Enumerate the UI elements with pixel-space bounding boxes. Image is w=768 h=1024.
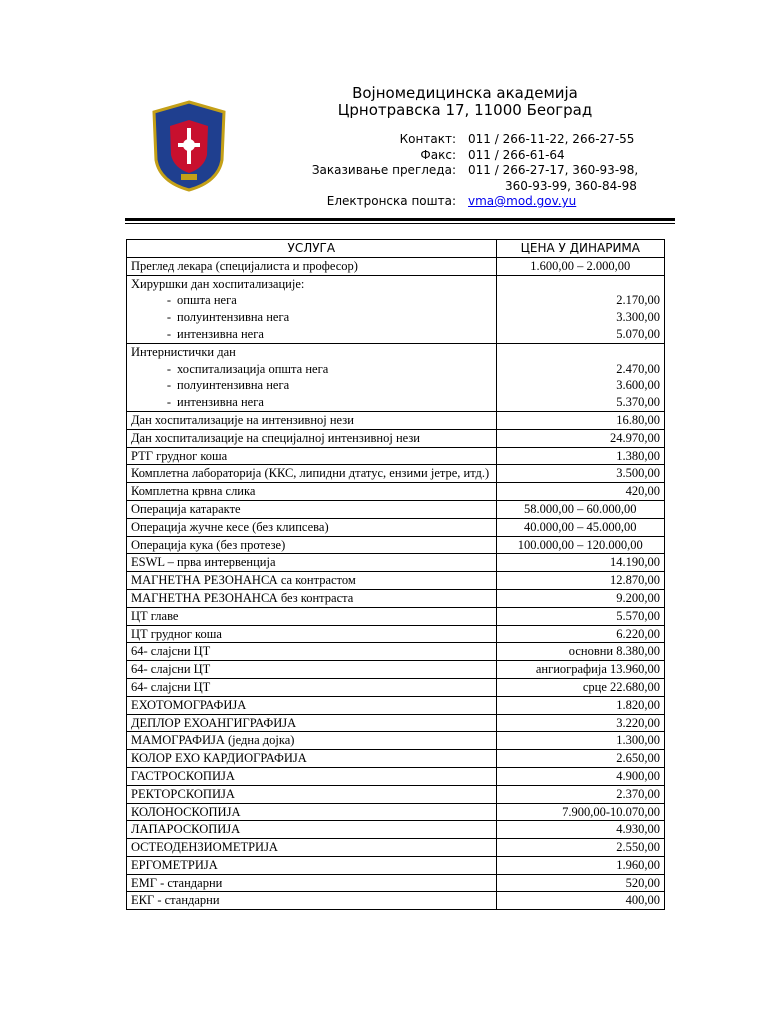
table-header-row <box>127 240 665 258</box>
price-value: 1.600,00 – 2.000,00 <box>530 258 631 273</box>
table-row <box>127 483 665 501</box>
service-name: Операција кука (без протезе) <box>131 537 286 552</box>
table-row <box>127 411 665 429</box>
price-value: 24.970,00 <box>610 430 660 445</box>
price-value: 6.220,00 <box>616 626 660 641</box>
price-value: 4.930,00 <box>616 822 660 837</box>
table-row <box>127 518 665 536</box>
service-name: ДЕПЛОР ЕХОАНГИГРАФИЈА <box>131 715 297 730</box>
service-cell <box>127 874 497 892</box>
service-name: ОСТЕОДЕНЗИОМЕТРИЈА <box>131 840 278 855</box>
table-row <box>127 821 665 839</box>
price-value: 1.300,00 <box>616 733 660 748</box>
subitem-price: 3.600,00 <box>616 378 660 393</box>
subitem-price: 5.070,00 <box>616 326 660 341</box>
contact-label: Факс: <box>420 147 456 162</box>
price-cell <box>496 572 664 590</box>
contact-row <box>290 148 688 164</box>
price-cell <box>496 625 664 643</box>
service-name: Операција жучне кесе (без клипсева) <box>131 519 329 534</box>
contact-row <box>290 163 688 194</box>
price-cell <box>496 874 664 892</box>
service-subitem: - интензивна нега <box>166 395 264 410</box>
price-cell <box>496 589 664 607</box>
service-cell <box>127 767 497 785</box>
service-name: ЛАПАРОСКОПИЈА <box>131 822 241 837</box>
price-cell <box>496 465 664 483</box>
price-value: 400,00 <box>625 893 660 908</box>
service-cell <box>127 500 497 518</box>
price-cell <box>496 429 664 447</box>
subitem-price: 2.470,00 <box>616 361 660 376</box>
service-cell <box>127 589 497 607</box>
price-cell <box>496 447 664 465</box>
price-cell <box>496 343 664 411</box>
appointments-line-1: 011 / 266-27-17, 360-93-98, <box>468 163 639 177</box>
header-divider <box>125 218 675 221</box>
service-name: 64- слајсни ЦТ <box>131 644 211 659</box>
price-cell <box>496 678 664 696</box>
service-cell <box>127 607 497 625</box>
table-row <box>127 696 665 714</box>
column-header-price: ЦЕНА У ДИНАРИМА <box>496 240 664 258</box>
service-cell <box>127 465 497 483</box>
service-name: МАГНЕТНА РЕЗОНАНСА без контраста <box>131 590 354 605</box>
price-value: 12.870,00 <box>610 573 660 588</box>
service-cell <box>127 554 497 572</box>
service-name: Преглед лекара (специјалиста и професор) <box>131 258 358 273</box>
price-value: 3.220,00 <box>616 715 660 730</box>
price-cell <box>496 803 664 821</box>
service-cell <box>127 678 497 696</box>
header-divider-thin <box>125 223 675 224</box>
price-cell <box>496 785 664 803</box>
price-table <box>126 239 665 910</box>
price-cell <box>496 892 664 910</box>
table-row <box>127 275 665 343</box>
price-cell <box>496 750 664 768</box>
service-name: ЕХОТОМОГРАФИЈА <box>131 697 247 712</box>
contact-label: Електронска пошта: <box>326 194 456 208</box>
service-name: ЕКГ - стандарни <box>131 893 220 908</box>
price-cell <box>496 483 664 501</box>
price-cell <box>496 554 664 572</box>
service-name: Операција катаракте <box>131 501 241 516</box>
price-value: 40.000,00 – 45.000,00 <box>524 519 637 534</box>
contact-row <box>290 194 688 210</box>
service-name: КОЛОНОСКОПИЈА <box>131 804 241 819</box>
price-cell <box>496 856 664 874</box>
price-cell <box>496 607 664 625</box>
service-cell <box>127 643 497 661</box>
service-name: МАМОГРАФИЈА (једна дојка) <box>131 733 295 748</box>
table-row <box>127 732 665 750</box>
service-cell <box>127 257 497 275</box>
price-value: 1.820,00 <box>616 697 660 712</box>
price-cell <box>496 643 664 661</box>
service-cell <box>127 803 497 821</box>
contact-block <box>290 132 688 210</box>
service-cell <box>127 536 497 554</box>
table-row <box>127 678 665 696</box>
table-row <box>127 607 665 625</box>
service-cell <box>127 411 497 429</box>
appointments-line-2: 360-93-99, 360-84-98 <box>505 178 637 193</box>
service-name: Хируршки дан хоспитализације: <box>131 276 305 291</box>
column-header-service: УСЛУГА <box>127 240 497 258</box>
price-value: 2.550,00 <box>616 840 660 855</box>
service-cell <box>127 483 497 501</box>
contact-row <box>290 132 688 148</box>
price-cell <box>496 411 664 429</box>
table-row <box>127 874 665 892</box>
email-link[interactable]: vma@mod.gov.yu <box>468 194 577 208</box>
service-name: Комплетна крвна слика <box>131 484 256 499</box>
table-row <box>127 343 665 411</box>
price-cell <box>496 696 664 714</box>
table-row <box>127 892 665 910</box>
price-value: 5.570,00 <box>616 608 660 623</box>
service-name: Дан хоспитализације на интензивној нези <box>131 412 354 427</box>
service-name: МАГНЕТНА РЕЗОНАНСА са контрастом <box>131 573 356 588</box>
price-value: 4.900,00 <box>616 768 660 783</box>
service-name: ЦТ главе <box>131 608 179 623</box>
price-value: 520,00 <box>625 875 660 890</box>
institution-name: Војномедицинска академија <box>352 84 578 102</box>
price-cell <box>496 714 664 732</box>
price-value: 16.80,00 <box>616 412 660 427</box>
price-value: 1.380,00 <box>616 448 660 463</box>
price-cell <box>496 821 664 839</box>
price-cell <box>496 500 664 518</box>
table-row <box>127 767 665 785</box>
table-row <box>127 714 665 732</box>
service-name: ESWL – прва интервенција <box>131 555 276 570</box>
price-cell <box>496 275 664 343</box>
service-name: Интернистички дан <box>131 344 236 359</box>
table-row <box>127 661 665 679</box>
table-row <box>127 625 665 643</box>
price-value: 3.500,00 <box>616 466 660 481</box>
contact-label: Контакт: <box>399 132 456 146</box>
service-name: Комплетна лабораторија (ККС, липидни дтатус, ензими јетре, итд.) <box>131 466 490 481</box>
price-value: ангиографија 13.960,00 <box>535 662 660 677</box>
service-subitem: - полуинтензивна нега <box>166 310 290 325</box>
service-cell <box>127 821 497 839</box>
subitem-price: 5.370,00 <box>616 395 660 410</box>
contact-fax: 011 / 266-61-64 <box>468 147 565 162</box>
contact-phone: 011 / 266-11-22, 266-27-55 <box>468 132 635 146</box>
service-cell <box>127 785 497 803</box>
price-cell <box>496 518 664 536</box>
contact-label: Заказивање прегледа: <box>311 163 456 177</box>
price-value: 420,00 <box>625 484 660 499</box>
price-cell <box>496 661 664 679</box>
service-subitem: - интензивна нега <box>166 326 264 341</box>
service-name: КОЛОР ЕХО КАРДИОГРАФИЈА <box>131 751 307 766</box>
price-cell <box>496 732 664 750</box>
service-name: ГАСТРОСКОПИЈА <box>131 768 235 783</box>
price-value: 2.650,00 <box>616 751 660 766</box>
service-subitem: - општа нега <box>166 293 237 308</box>
service-cell <box>127 343 497 411</box>
table-row <box>127 500 665 518</box>
price-value: 1.960,00 <box>616 857 660 872</box>
table-row <box>127 803 665 821</box>
institution-address: Црнотравска 17, 11000 Београд <box>337 101 593 119</box>
table-row <box>127 839 665 857</box>
table-row <box>127 785 665 803</box>
service-cell <box>127 661 497 679</box>
price-value: 7.900,00-10.070,00 <box>562 804 660 819</box>
service-cell <box>127 625 497 643</box>
service-name: Дан хоспитализације на специјалној интензивној нези <box>131 430 420 445</box>
table-row <box>127 750 665 768</box>
table-row <box>127 572 665 590</box>
table-row <box>127 554 665 572</box>
price-cell <box>496 839 664 857</box>
table-row <box>127 536 665 554</box>
subitem-price: 2.170,00 <box>616 293 660 308</box>
service-name: ЕРГОМЕТРИЈА <box>131 857 218 872</box>
service-cell <box>127 856 497 874</box>
service-subitem: - полуинтензивна нега <box>166 378 290 393</box>
service-cell <box>127 572 497 590</box>
service-cell <box>127 447 497 465</box>
vma-logo <box>150 100 228 192</box>
table-row <box>127 589 665 607</box>
table-row <box>127 257 665 275</box>
service-name: РЕКТОРСКОПИЈА <box>131 786 235 801</box>
service-name: 64- слајсни ЦТ <box>131 662 211 677</box>
service-cell <box>127 750 497 768</box>
table-row <box>127 465 665 483</box>
price-value: 2.370,00 <box>616 786 660 801</box>
price-cell <box>496 767 664 785</box>
service-name: РТГ грудног коша <box>131 448 228 463</box>
table-row <box>127 447 665 465</box>
service-cell <box>127 714 497 732</box>
subitem-price: 3.300,00 <box>616 310 660 325</box>
price-value: основни 8.380,00 <box>568 644 660 659</box>
service-name: 64- слајсни ЦТ <box>131 679 211 694</box>
service-cell <box>127 732 497 750</box>
price-cell <box>496 536 664 554</box>
price-value: 9.200,00 <box>616 590 660 605</box>
service-name: ЕМГ - стандарни <box>131 875 223 890</box>
service-name: ЦТ грудног коша <box>131 626 222 641</box>
service-cell <box>127 696 497 714</box>
price-cell <box>496 257 664 275</box>
price-value: срце 22.680,00 <box>582 679 660 694</box>
service-cell <box>127 839 497 857</box>
service-cell <box>127 518 497 536</box>
price-value: 14.190,00 <box>610 555 660 570</box>
price-value: 58.000,00 – 60.000,00 <box>524 501 637 516</box>
table-row <box>127 429 665 447</box>
contact-appointments <box>468 163 688 194</box>
service-subitem: - хоспитализација општа нега <box>166 361 329 376</box>
service-cell <box>127 892 497 910</box>
table-row <box>127 643 665 661</box>
table-row <box>127 856 665 874</box>
price-value: 100.000,00 – 120.000,00 <box>517 537 643 552</box>
service-cell <box>127 275 497 343</box>
service-cell <box>127 429 497 447</box>
